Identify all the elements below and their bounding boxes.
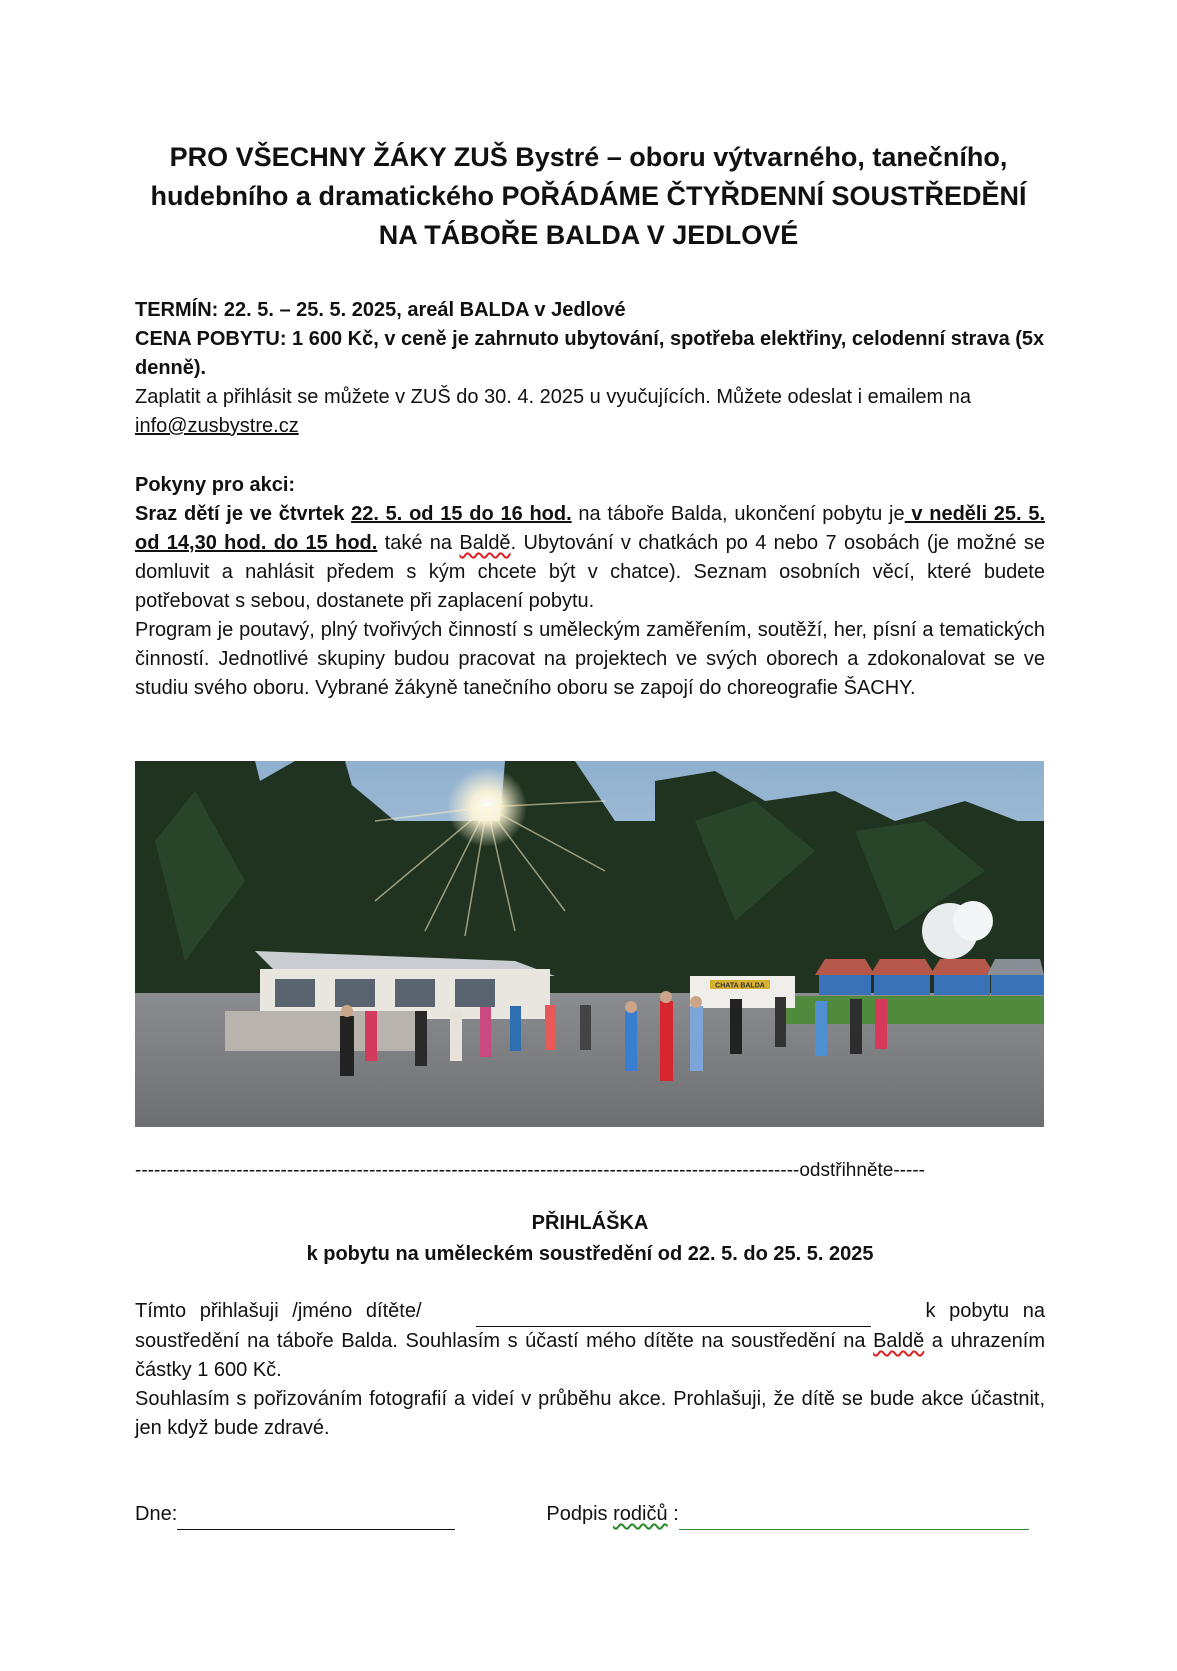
camp-sign-text: CHATA BALDA [715, 982, 765, 990]
payment-consent-text: a uhrazením částky 1 600 Kč. [135, 1330, 1045, 1381]
form-heading: PŘIHLÁŠKA [531, 1212, 649, 1234]
form-paragraph-1 [135, 1297, 1045, 1385]
cut-line: ---------------------------------------------------------------------------------------------------------odstřihněte----- [135, 1160, 925, 1181]
payment-text: Zaplatit a přihlásit se můžete v ZUŠ do 30. 4. 2025 u vyučujících. Můžete odeslat i emailem na [135, 386, 971, 408]
meeting-time: 22. 5. od 15 do 16 hod. [351, 503, 572, 525]
child-name-field[interactable] [476, 1297, 871, 1327]
price-line: CENA POBYTU: 1 600 Kč, v ceně je zahrnuto ubytování, spotřeba elektřiny, celodenní strava (5x denně). [135, 328, 1045, 379]
termin-line: TERMÍN: 22. 5. – 25. 5. 2025, areál BALDA v Jedlové [135, 299, 626, 321]
instructions-heading: Pokyny pro akci: [135, 474, 296, 496]
balda-word: Baldě [459, 532, 511, 554]
signature-field[interactable] [679, 1500, 1029, 1530]
signature-label-c: : [667, 1503, 679, 1525]
info-section [135, 296, 1045, 441]
date-field[interactable] [177, 1500, 455, 1530]
form-subheading: k pobytu na uměleckém soustředění od 22. 5. do 25. 5. 2025 [306, 1243, 874, 1265]
email-link[interactable]: info@zusbystre.cz [135, 415, 299, 437]
accommodation-text: . Ubytování v chatkách po 4 nebo 7 osobách (je možné se domluvit a nahlásit předem s kým chcete být v chatce). Seznam osobních věcí, které budete potřebovat s sebou, dostanete při zaplacení pobytu. [135, 532, 1046, 612]
consent-text: k pobytu na soustředění na táboře Balda. Souhlasím s účastí mého dítěte na soustředění na [135, 1300, 1045, 1352]
balda-word-form: Baldě [873, 1330, 925, 1352]
payment-line [135, 383, 1045, 441]
title-line-1: PRO VŠECHNY ŽÁKY ZUŠ Bystré – oboru výtvarného, tanečního, [169, 142, 1008, 172]
date-label: Dne: [135, 1503, 178, 1525]
form-consent-section [135, 1297, 1045, 1443]
signature-row [135, 1500, 1045, 1530]
title-line-2: hudebního a dramatického POŘÁDÁME ČTYŘDENNÍ SOUSTŘEDĚNÍ [150, 181, 1027, 211]
title-line-3: NA TÁBOŘE BALDA V JEDLOVÉ [378, 220, 799, 250]
meeting-text: Sraz dětí je ve čtvrtek [135, 503, 352, 525]
register-text: Tímto přihlašuji /jméno dítěte/ [135, 1300, 422, 1322]
camp-photo [135, 761, 1044, 1127]
signature-label-b: rodičů [613, 1503, 668, 1525]
instructions-section [135, 471, 1045, 703]
instructions-paragraph-1 [135, 500, 1045, 616]
end-text: na táboře Balda, ukončení pobytu je [571, 503, 905, 525]
end-time: v neděli 25. 5. od 14,30 hod. do 15 hod. [135, 503, 1046, 554]
signature-label-a: Podpis [546, 1503, 614, 1525]
signature-label [546, 1503, 678, 1525]
page-title [120, 138, 1057, 255]
also-text: také na [377, 532, 460, 554]
instructions-paragraph-2: Program je poutavý, plný tvořivých činností s uměleckým zaměřením, soutěží, her, písní a tematických činností. Jednotlivé skupiny budou pracovat na projektech ve svých oborech a zdokonalovat se ve studiu svého oboru. Vybrané žákyně tanečního oboru se zapojí do choreografie ŠACHY. [135, 619, 1045, 699]
form-paragraph-2: Souhlasím s pořizováním fotografií a videí v průběhu akce. Prohlašuji, že dítě se bude akce účastnit, jen když bude zdravé. [135, 1388, 1045, 1439]
